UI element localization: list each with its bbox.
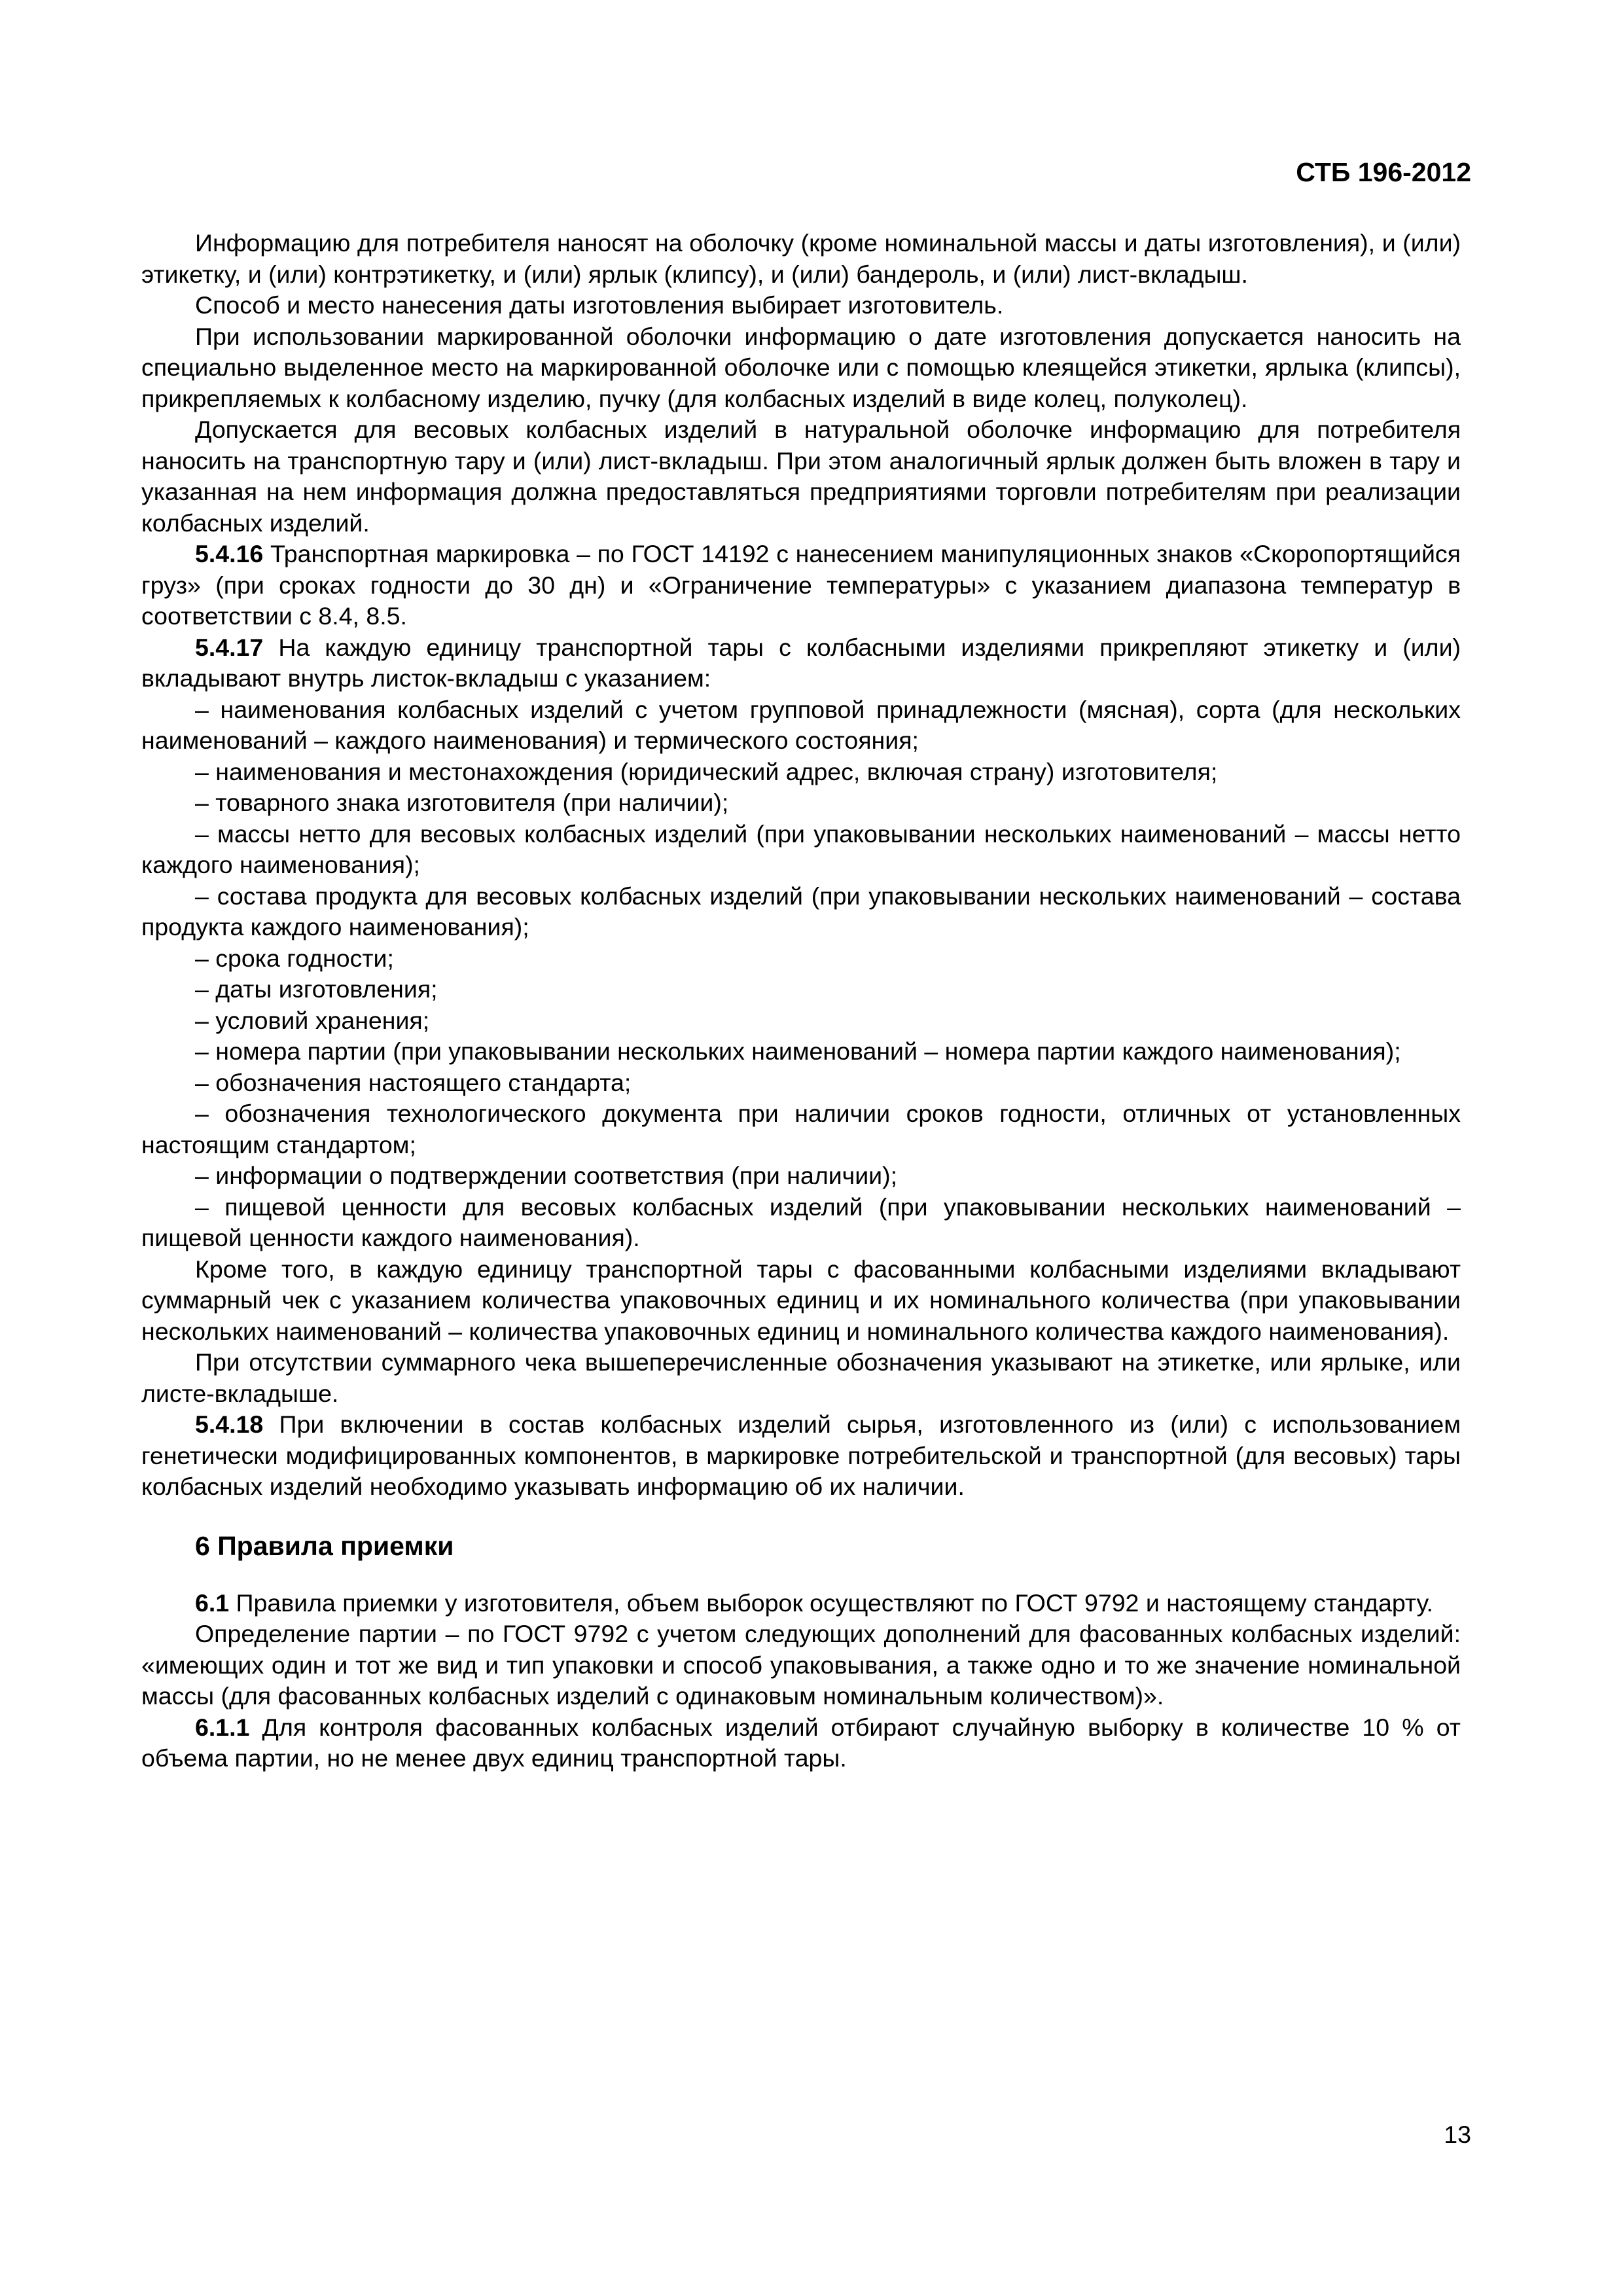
paragraph-text: – товарного знака изготовителя (при наличии); (195, 789, 729, 816)
paragraph-text: – массы нетто для весовых колбасных изделий (при упаковывании нескольких наименований – массы нетто каждого наименования); (141, 819, 1461, 878)
paragraph-text: – даты изготовления; (195, 975, 438, 1003)
paragraph-text: Кроме того, в каждую единицу транспортной тары с фасованными колбасными изделиями вкладывают суммарный чек с указанием количества упаковочных единиц и их номинального количества (при упаковывании нескольких наименований – количества упаковочных единиц и номинального количества каждого наименования). (141, 1255, 1461, 1345)
paragraph (141, 414, 1461, 539)
paragraph-text: – номера партии (при упаковывании нескольких наименований – номера партии каждого наименования); (195, 1037, 1401, 1065)
paragraph-text: Транспортная маркировка – по ГОСТ 14192 с нанесением манипуляционных знаков «Скоропортящийся груз» (при сроках годности до 30 дн) и «Ограничение температуры» с указанием диапазона температур в соответствии с 8.4, 8.5. (141, 540, 1461, 630)
clause-number: 5.4.16 (195, 540, 264, 567)
paragraph (141, 1254, 1461, 1348)
list-item (141, 1067, 1461, 1099)
list-item (141, 1160, 1461, 1192)
list-item (141, 943, 1461, 975)
section-5-4-content (141, 228, 1461, 1503)
paragraph-text: – пищевой ценности для весовых колбасных изделий (при упаковывании нескольких наименований – пищевой ценности каждого наименования). (141, 1193, 1461, 1251)
paragraph (141, 1347, 1461, 1409)
clause-number: 6.1 (195, 1588, 230, 1617)
paragraph-text: – информации о подтверждении соответствия (при наличии); (195, 1162, 898, 1189)
paragraph (141, 539, 1461, 632)
list-item (141, 974, 1461, 1005)
paragraph-text: Для контроля фасованных колбасных изделий отбирают случайную выборку в количестве 10 % от объема партии, но не менее двух единиц транспортной тары. (141, 1713, 1461, 1772)
paragraph-text: – обозначения технологического документа при наличии сроков годности, отличных от установленных настоящим стандартом; (141, 1100, 1461, 1158)
paragraph-text: При отсутствии суммарного чека вышеперечисленные обозначения указывают на этикетке, или ярлыке, или листе-вкладыше. (141, 1348, 1461, 1407)
document-code: СТБ 196-2012 (1296, 157, 1471, 187)
list-item (141, 787, 1461, 819)
paragraph-text: – наименования и местонахождения (юридический адрес, включая страну) изготовителя; (195, 757, 1218, 785)
list-item (141, 1098, 1461, 1160)
list-item (141, 1192, 1461, 1254)
paragraph (141, 1409, 1461, 1503)
paragraph (141, 1619, 1461, 1712)
paragraph (141, 1712, 1461, 1774)
paragraph (141, 321, 1461, 415)
paragraph (141, 1588, 1461, 1619)
paragraph (141, 632, 1461, 694)
paragraph-text: – состава продукта для весовых колбасных изделий (при упаковывании нескольких наименований – состава продукта каждого наименования); (141, 882, 1461, 941)
clause-number: 5.4.17 (195, 633, 264, 661)
list-item (141, 1005, 1461, 1037)
body-text (141, 228, 1461, 1774)
list-item (141, 1036, 1461, 1067)
clause-number: 5.4.18 (195, 1410, 264, 1438)
paragraph-text: На каждую единицу транспортной тары с колбасными изделиями прикрепляют этикетку и (или) вкладывают внутрь листок-вкладыш с указанием: (141, 633, 1461, 692)
paragraph-text: Допускается для весовых колбасных изделий в натуральной оболочке информацию для потребителя наносить на транспортную тару и (или) лист-вкладыш. При этом аналогичный ярлык должен быть вложен в тару и указанная на нем информация должна предоставляться предприятиями торговли потребителям при реализации колбасных изделий. (141, 416, 1461, 537)
paragraph-text: При включении в состав колбасных изделий сырья, изготовленного из (или) с использованием генетически модифицированных компонентов, в маркировке потребительской и транспортной (для весовых) тары колбасных изделий необходимо указывать информацию об их наличии. (141, 1410, 1461, 1500)
list-item (141, 819, 1461, 881)
paragraph (141, 290, 1461, 321)
page-number: 13 (1444, 2121, 1471, 2148)
paragraph-text: Правила приемки у изготовителя, объем выборок осуществляют по ГОСТ 9792 и настоящему стандарту. (229, 1588, 1433, 1617)
paragraph-text: – наименования колбасных изделий с учетом групповой принадлежности (мясная), сорта (для нескольких наименований – каждого наименования) и термического состояния; (141, 695, 1461, 754)
clause-number: 6.1.1 (195, 1713, 250, 1741)
section-6-content (141, 1588, 1461, 1774)
paragraph-text: Определение партии – по ГОСТ 9792 с учетом следующих дополнений для фасованных колбасных изделий: «имеющих один и тот же вид и тип упаковки и способ упаковывания, а также одно и то же значение номинальной массы (для фасованных колбасных изделий с одинаковым номинальным количеством)». (141, 1620, 1461, 1710)
paragraph (141, 228, 1461, 290)
paragraph-text: – условий хранения; (195, 1006, 430, 1034)
list-item (141, 881, 1461, 943)
paragraph-text: – срока годности; (195, 944, 394, 972)
paragraph-text: – обозначения настоящего стандарта; (195, 1068, 632, 1096)
paragraph-text: Способ и место нанесения даты изготовления выбирает изготовитель. (195, 291, 1004, 319)
list-item (141, 757, 1461, 788)
paragraph-text: Информацию для потребителя наносят на оболочку (кроме номинальной массы и даты изготовления), и (или) этикетку, и (или) контрэтикетку, и (или) ярлык (клипсу), и (или) бандероль, и (или) лист-вкладыш. (141, 229, 1461, 288)
paragraph-text: При использовании маркированной оболочки информацию о дате изготовления допускается наносить на специально выделенное место на маркированной оболочке или с помощью клеящейся этикетки, ярлыка (клипсы), прикрепляемых к колбасному изделию, пучку (для колбасных изделий в виде колец, полуколец). (141, 322, 1461, 412)
list-item (141, 694, 1461, 757)
section-heading: 6 Правила приемки (195, 1530, 454, 1561)
